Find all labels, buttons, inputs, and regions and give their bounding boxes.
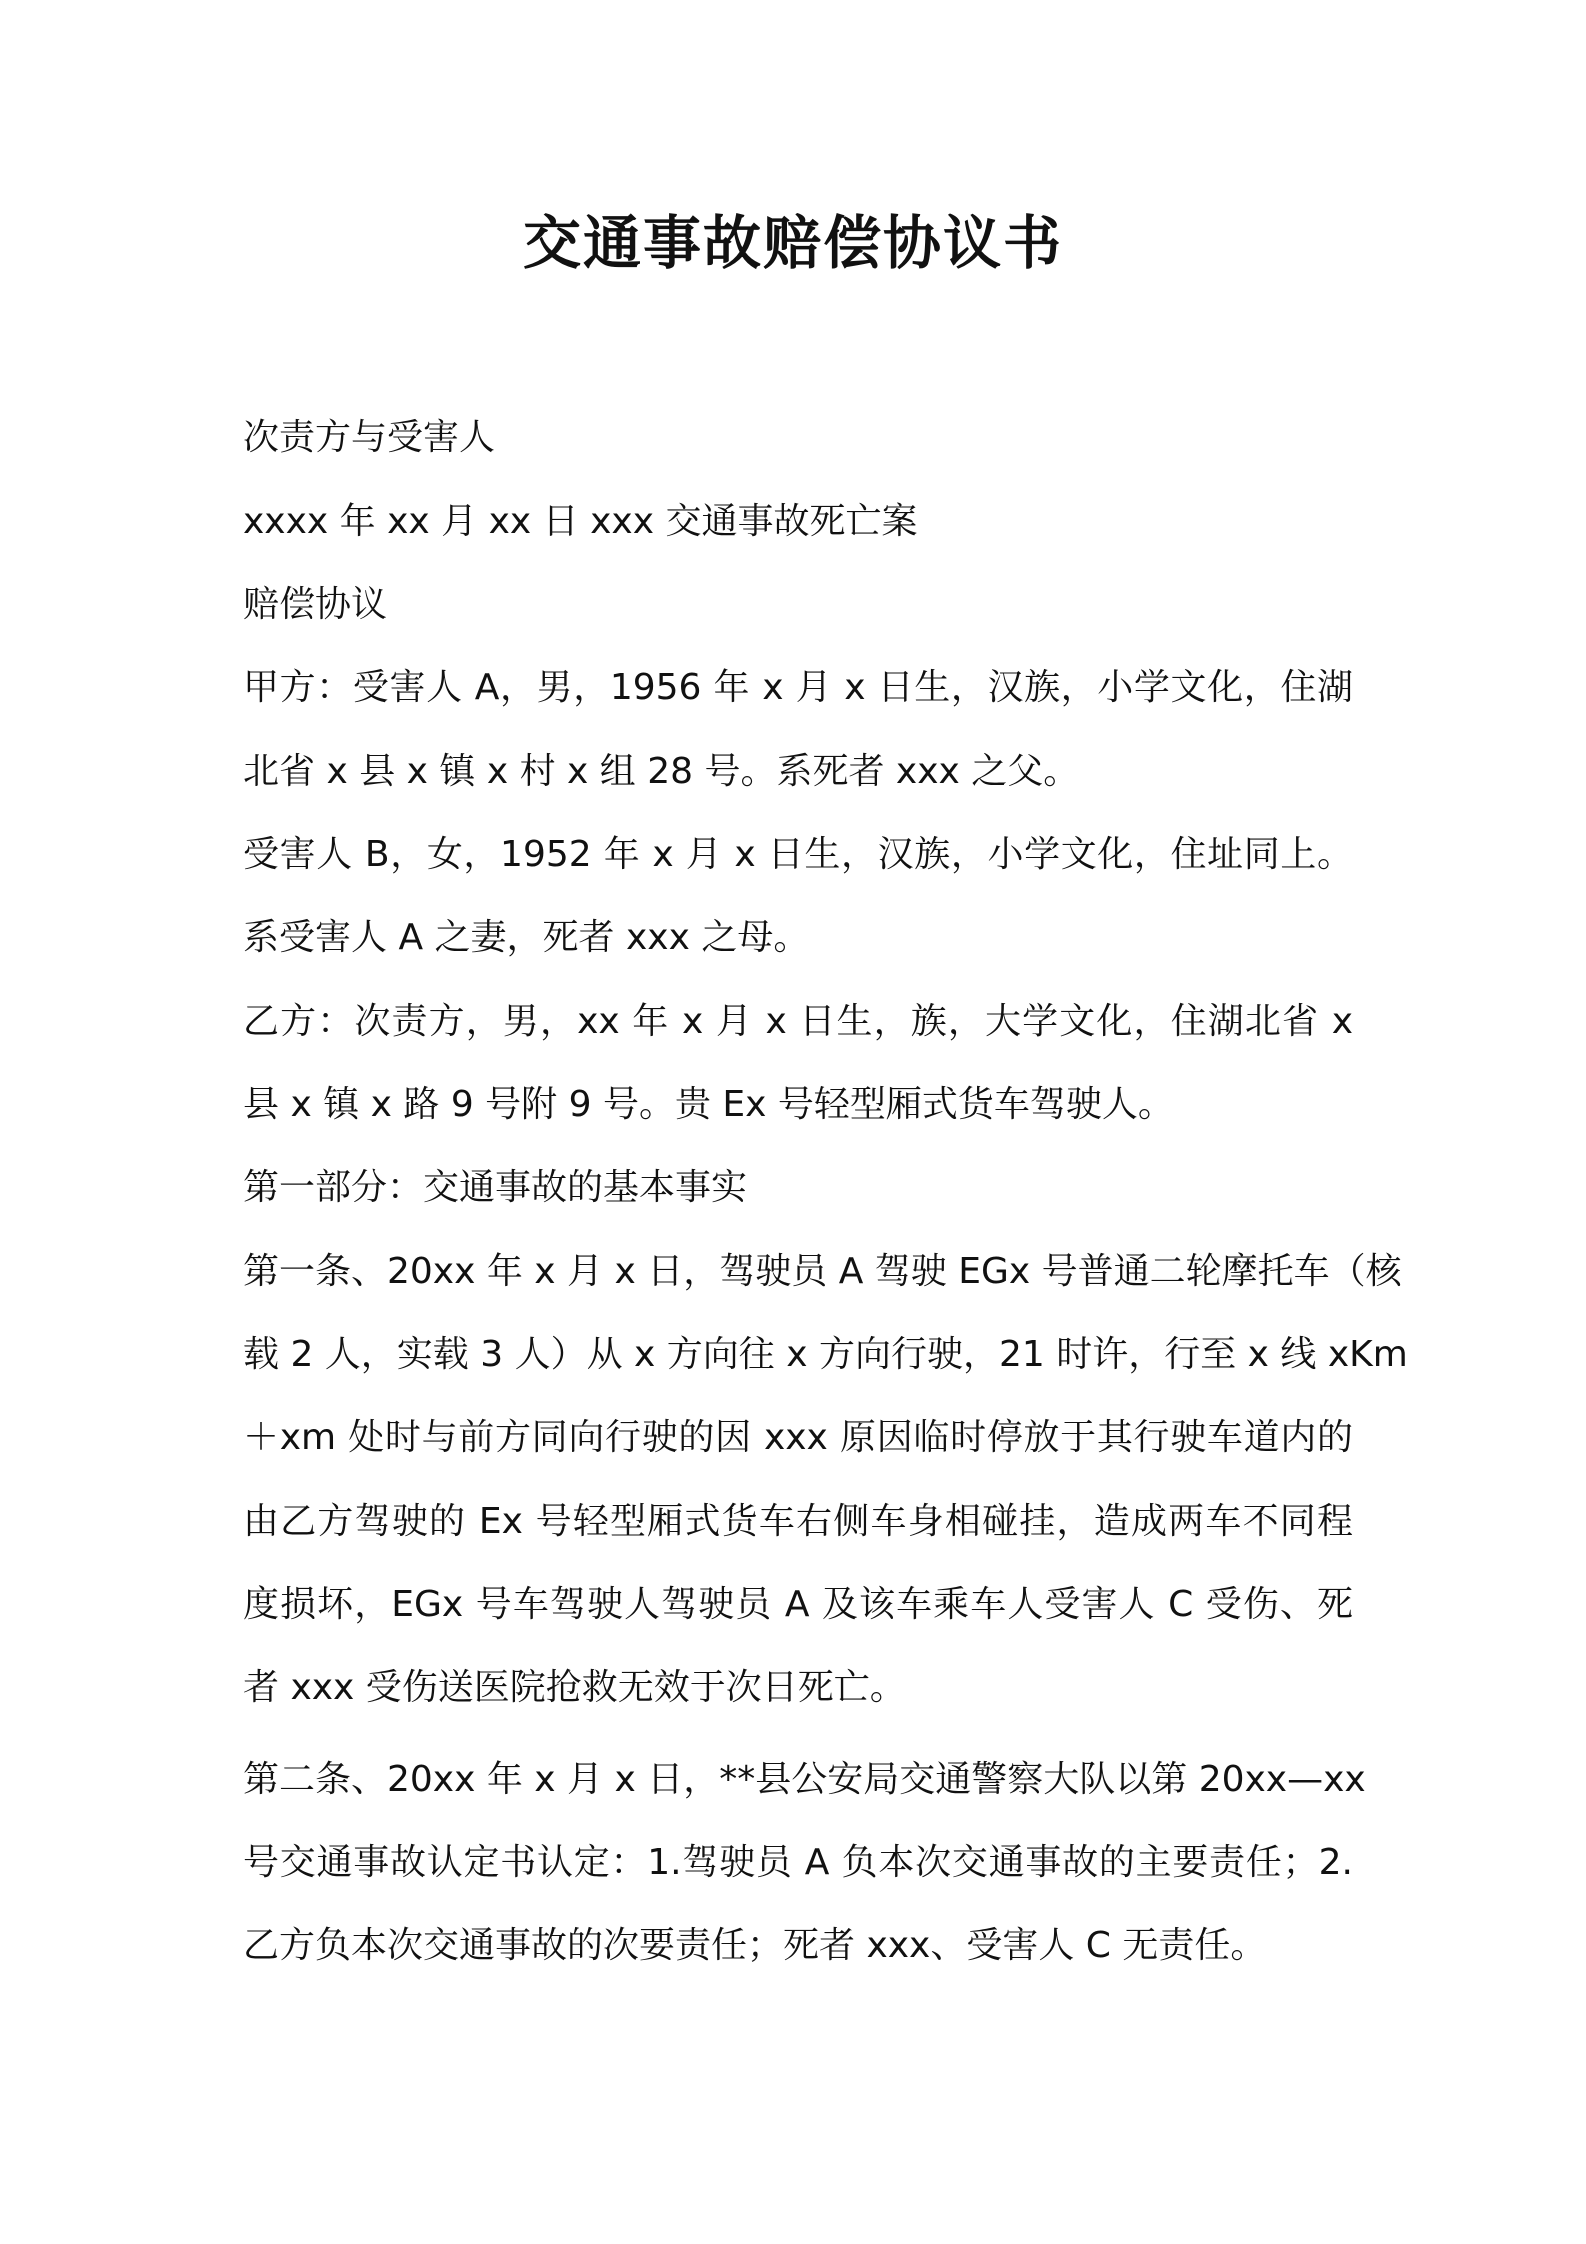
paragraph-line: 乙方负本次交通事故的次要责任；死者 xxx、受害人 C 无责任。 [243, 1925, 1267, 1966]
paragraph-line: ＋xm 处时与前方同向行驶的因 xxx 原因临时停放于其行驶车道内的 [243, 1417, 1353, 1458]
paragraph-line: 者 xxx 受伤送医院抢救无效于次日死亡。 [243, 1667, 906, 1708]
paragraph-line: 赔偿协议 [243, 584, 388, 625]
section-heading: 第一部分：交通事故的基本事实 [243, 1167, 748, 1208]
paragraph-line: 北省 x 县 x 镇 x 村 x 组 28 号。系死者 xxx 之父。 [243, 751, 1080, 792]
paragraph-line: 由乙方驾驶的 Ex 号轻型厢式货车右侧车身相碰挂，造成两车不同程 [243, 1501, 1353, 1542]
paragraph-line: xxxx 年 xx 月 xx 日 xxx 交通事故死亡案 [243, 501, 918, 542]
paragraph-line: 甲方：受害人 A，男，1956 年 x 月 x 日生，汉族，小学文化，住湖 [243, 667, 1353, 708]
paragraph-line: 县 x 镇 x 路 9 号附 9 号。贵 Ex 号轻型厢式货车驾驶人。 [243, 1084, 1174, 1125]
paragraph-line: 号交通事故认定书认定：1.驾驶员 A 负本次交通事故的主要责任；2. [243, 1842, 1353, 1883]
paragraph-line: 第二条、20xx 年 x 月 x 日，**县公安局交通警察大队以第 20xx—xx [243, 1759, 1366, 1800]
paragraph-line: 系受害人 A 之妻，死者 xxx 之母。 [243, 917, 810, 958]
paragraph-line: 度损坏，EGx 号车驾驶人驾驶员 A 及该车乘车人受害人 C 受伤、死 [243, 1584, 1353, 1625]
document-title: 交通事故赔偿协议书 [522, 209, 1063, 277]
paragraph-line: 第一条、20xx 年 x 月 x 日，驾驶员 A 驾驶 EGx 号普通二轮摩托车（核 [243, 1251, 1402, 1292]
paragraph-line: 次责方与受害人 [243, 417, 496, 458]
paragraph-line: 受害人 B，女，1952 年 x 月 x 日生，汉族，小学文化，住址同上。 [243, 834, 1353, 875]
paragraph-line: 乙方：次责方，男，xx 年 x 月 x 日生，族，大学文化，住湖北省 x [243, 1001, 1353, 1042]
paragraph-line: 载 2 人，实载 3 人）从 x 方向往 x 方向行驶，21 时许，行至 x 线 xKm [243, 1334, 1408, 1375]
